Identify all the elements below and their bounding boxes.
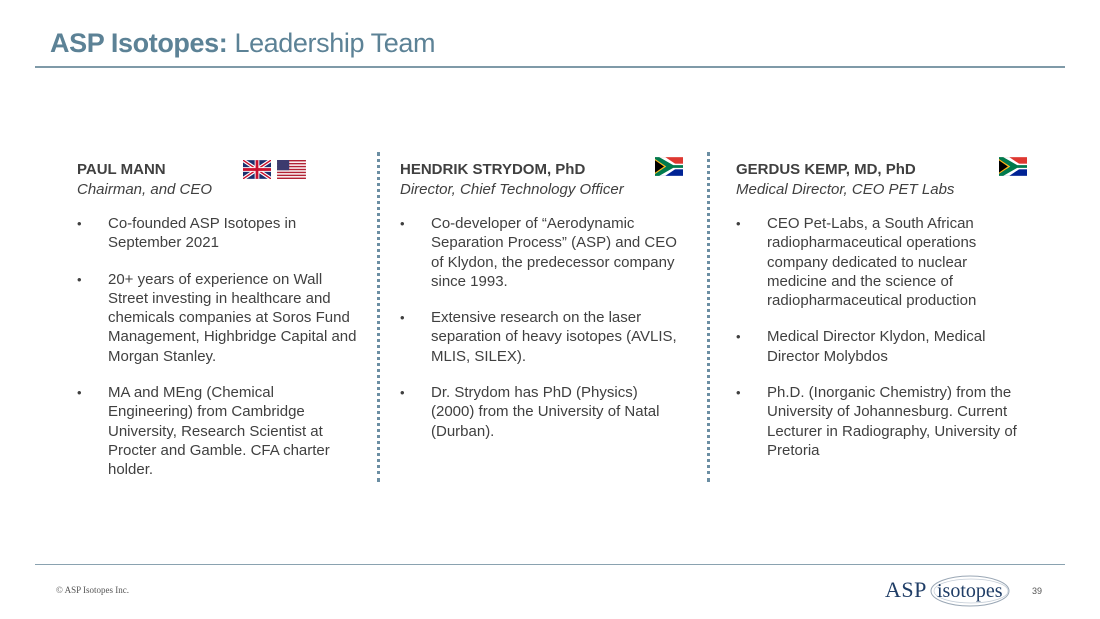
logo-isotopes-text: isotopes (937, 580, 1003, 602)
bullet-item: • Co-founded ASP Isotopes in September 2021 (77, 214, 357, 253)
footer-rule (35, 564, 1065, 565)
person-role: Medical Director, CEO PET Labs (736, 181, 955, 198)
person-role: Director, Chief Technology Officer (400, 181, 624, 198)
person-name: GERDUS KEMP, MD, PhD (736, 161, 916, 178)
person-name: HENDRIK STRYDOM, PhD (400, 161, 586, 178)
page-number: 39 (1032, 586, 1043, 596)
bullet-item: • Dr. Strydom has PhD (Physics) (2000) from the University of Natal (Durban). (400, 383, 685, 441)
bullet-item: • Co-developer of “Aerodynamic Separation Process” (ASP) and CEO of Klydon, the predecessor company since 1993. (400, 214, 685, 291)
copyright-text: © ASP Isotopes Inc. (56, 585, 130, 595)
slide-title-bold: ASP Isotopes: (50, 28, 228, 58)
bullet-item: • 20+ years of experience on Wall Street investing in healthcare and chemicals companies at Soros Fund Management, Highbridge Capital and Morgan Stanley. (77, 270, 357, 366)
person-role: Chairman, and CEO (77, 181, 213, 198)
logo-asp-text: ASP (885, 577, 927, 602)
person-card-1 (77, 160, 357, 497)
slide-title (50, 28, 435, 59)
title-rule (35, 66, 1065, 68)
south-africa-flag-icon (655, 157, 683, 176)
us-flag-icon (277, 160, 306, 179)
bullet-item: • Medical Director Klydon, Medical Director Molybdos (736, 327, 1031, 366)
person-bullets (77, 214, 357, 480)
column-divider (377, 152, 380, 482)
bullet-item: • MA and MEng (Chemical Engineering) from Cambridge University, Research Scientist at Procter and Gamble. CFA charter holder. (77, 383, 357, 479)
company-logo (885, 572, 1013, 612)
slide-title-rest: Leadership Team (234, 28, 436, 58)
person-card-2 (400, 160, 685, 458)
column-divider (707, 152, 710, 482)
bullet-item: • CEO Pet-Labs, a South African radiopharmaceutical operations company dedicated to nuclear medicine and the science of radiopharmaceutical production (736, 214, 1031, 310)
person-bullets (400, 214, 685, 441)
bullet-item: • Extensive research on the laser separation of heavy isotopes (AVLIS, MLIS, SILEX). (400, 308, 685, 366)
south-africa-flag-icon (999, 157, 1027, 176)
person-name: PAUL MANN (77, 161, 166, 178)
person-bullets (736, 214, 1031, 460)
bullet-item: • Ph.D. (Inorganic Chemistry) from the University of Johannesburg. Current Lecturer in Radiography, University of Pretoria (736, 383, 1031, 460)
uk-flag-icon (243, 160, 271, 179)
person-card-3 (736, 160, 1031, 477)
